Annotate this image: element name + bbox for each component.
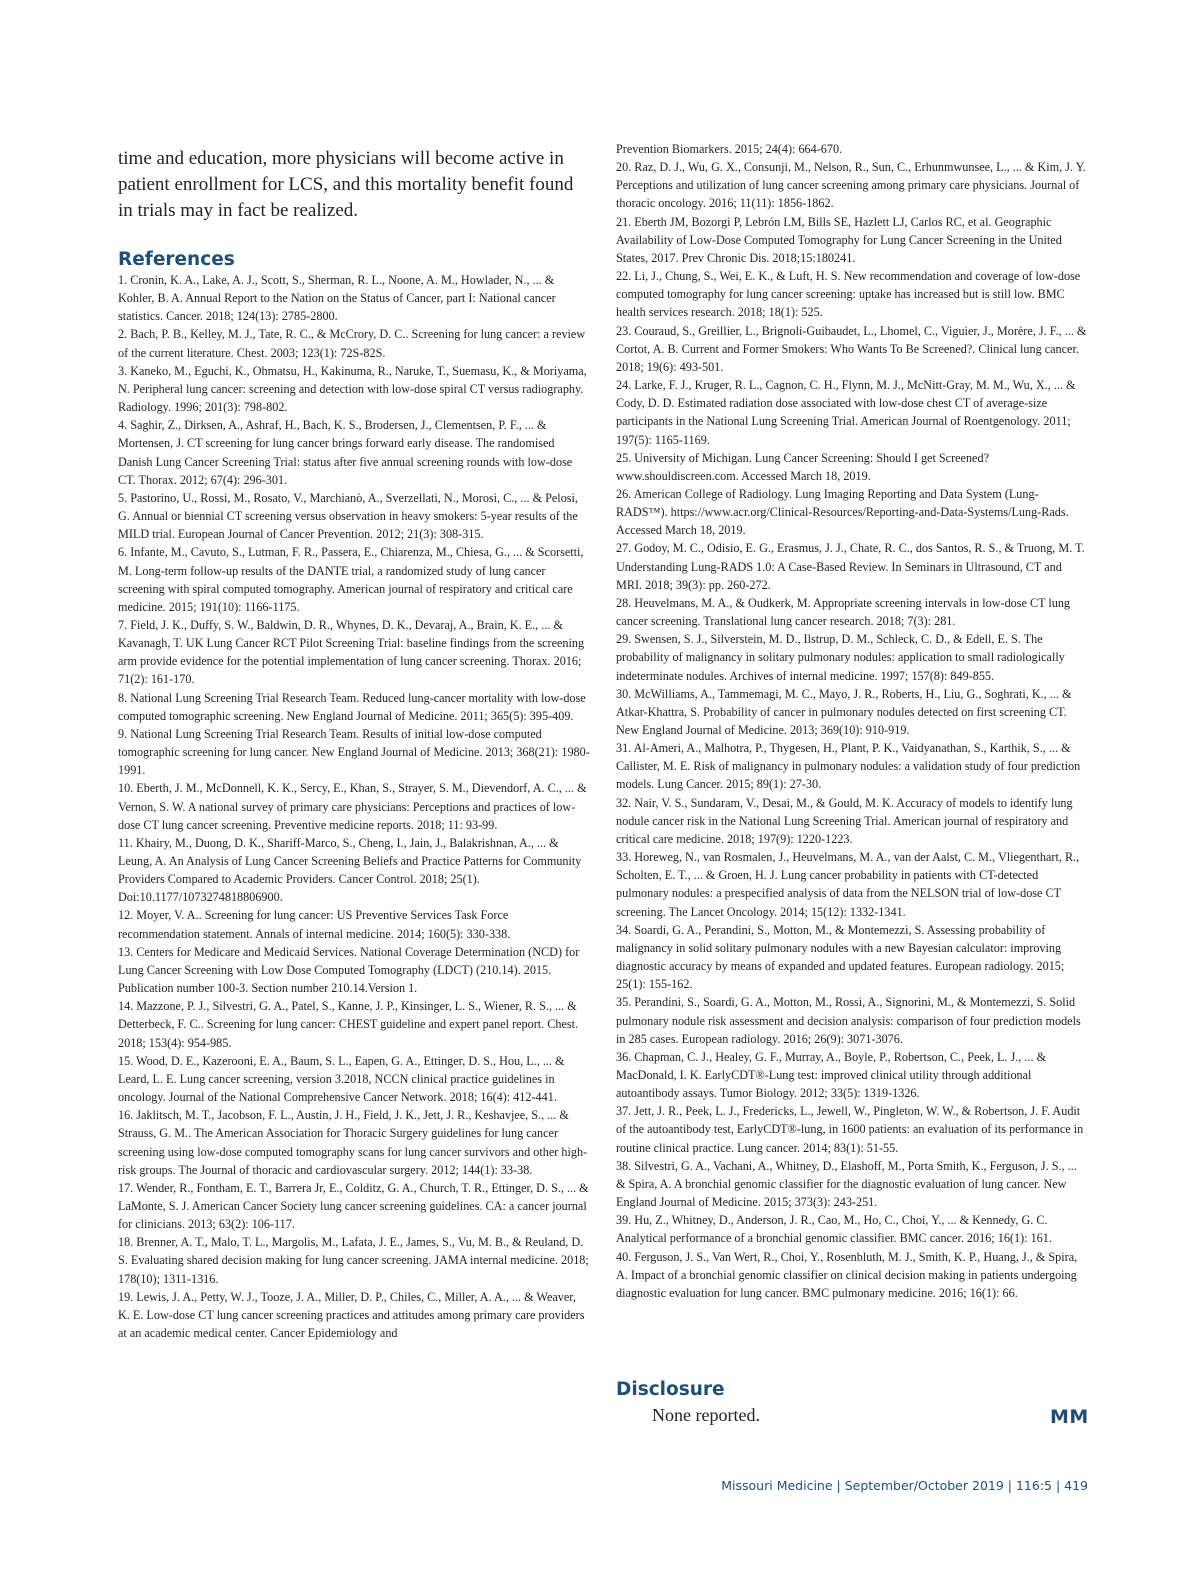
references-list-left <box>118 271 590 1342</box>
reference-item: 23. Couraud, S., Greillier, L., Brignoli-Guibaudet, L., Lhomel, C., Viguier, J., Morère, J. F., ... & Cortot, A. B. Current and Former Smokers: Who Wants To Be Screened?. Clinical lung cancer. 2018; 19(6): 493-501. <box>616 323 1087 374</box>
references-heading: References <box>118 249 235 270</box>
reference-item: 34. Soardi, G. A., Perandini, S., Motton, M., & Montemezzi, S. Assessing probability of malignancy in solid solitary pulmonary nodules with a new Bayesian calculator: improving diagnostic accuracy by means of expanded and updated features. European radiology. 2015; 25(1): 155-162. <box>616 922 1065 992</box>
reference-item: 27. Godoy, M. C., Odisio, E. G., Erasmus, J. J., Chate, R. C., dos Santos, R. S., & Truong, M. T. Understanding Lung-RADS 1.0: A Case-Based Review. In Seminars in Ultrasound, CT and MRI. 2018; 39(3): pp. 260-272. <box>616 541 1085 592</box>
reference-item: 33. Horeweg, N., van Rosmalen, J., Heuvelmans, M. A., van der Aalst, C. M., Vliegenthart, R., Scholten, E. T., ... & Groen, H. J. Lung cancer probability in patients with CT-detected pulmonary nodules: a prespecified analysis of data from the NELSON trial of low-dose CT screening. The Lancet Oncology. 2014; 15(12): 1332-1341. <box>616 850 1080 919</box>
reference-item: 10. Eberth, J. M., McDonnell, K. K., Sercy, E., Khan, S., Strayer, S. M., Dievendorf, A. C., ... & Vernon, S. W. A national survey of primary care physicians: Perceptions and practices of low-dose CT lung cancer screening. Preventive medicine reports. 2018; 11: 93-99. <box>118 781 587 832</box>
reference-item: 17. Wender, R., Fontham, E. T., Barrera Jr, E., Colditz, G. A., Church, T. R., Ettinger, D. S., ... & LaMonte, S. J. American Cancer Society lung cancer screening guidelines. CA: a cancer journal for clinicians. 2013; 63(2): 106-117. <box>118 1180 589 1232</box>
reference-item: 18. Brenner, A. T., Malo, T. L., Margolis, M., Lafata, J. E., James, S., Vu, M. B., & Reuland, D. S. Evaluating shared decision making for lung cancer screening. JAMA internal medicine. 2018; 178(10); 1311-1316. <box>118 1235 589 1286</box>
reference-item: 3. Kaneko, M., Eguchi, K., Ohmatsu, H., Kakinuma, R., Naruke, T., Suemasu, K., & Moriyama, N. Peripheral lung cancer: screening and detection with low-dose spiral CT versus radiography. Radiology. 1996; 201(3): 798-802. <box>118 363 587 415</box>
reference-item: 21. Eberth JM, Bozorgi P, Lebrón LM, Bills SE, Hazlett LJ, Carlos RC, et al. Geographic Availability of Low-Dose Computed Tomography for Lung Cancer Screening in the United States, 2017. Prev Chronic Dis. 2018;15:180241. <box>616 214 1062 265</box>
intro-paragraph: time and education, more physicians will become active in patient enrollment for LCS, and this mortality benefit found in trials may in fact be realized. <box>118 148 574 221</box>
reference-item: 5. Pastorino, U., Rossi, M., Rosato, V., Marchianò, A., Sverzellati, N., Morosi, C., ... & Pelosi, G. Annual or biennial CT screening versus observation in heavy smokers: 5-year results of the MILD trial. European Journal of Cancer Prevention. 2012; 21(3): 308-315. <box>118 490 578 542</box>
reference-item: 6. Infante, M., Cavuto, S., Lutman, F. R., Passera, E., Chiarenza, M., Chiesa, G., ... & Scorsetti, M. Long-term follow-up results of the DANTE trial, a randomized study of lung cancer screening with spiral computed tomography. American journal of respiratory and critical care medicine. 2015; 191(10): 1166-1175. <box>118 545 584 614</box>
reference-item: 9. National Lung Screening Trial Research Team. Results of initial low-dose computed tomographic screening for lung cancer. New England Journal of Medicine. 2013; 368(21): 1980-1991. <box>118 726 590 778</box>
reference-item: 22. Li, J., Chung, S., Wei, E. K., & Luft, H. S. New recommendation and coverage of low-dose computed tomography for lung cancer screening: uptake has increased but is still low. BMC health services research. 2018; 18(1): 525. <box>616 269 1081 320</box>
reference-item: 30. McWilliams, A., Tammemagi, M. C., Mayo, J. R., Roberts, H., Liu, G., Soghrati, K., ... & Atkar-Khattra, S. Probability of cancer in pulmonary nodules detected on first screening CT. New England Journal of Medicine. 2013; 369(10): 910-919. <box>616 686 1072 737</box>
reference-item: 25. University of Michigan. Lung Cancer Screening: Should I get Screened? www.shouldiscreen.com. Accessed March 18, 2019. <box>616 450 989 483</box>
reference-item: 32. Nair, V. S., Sundaram, V., Desai, M., & Gould, M. K. Accuracy of models to identify lung nodule cancer risk in the National Lung Screening Trial. American journal of respiratory and critical care medicine. 2018; 197(9): 1220-1223. <box>616 795 1073 846</box>
reference-item: 7. Field, J. K., Duffy, S. W., Baldwin, D. R., Whynes, D. K., Devaraj, A., Brain, K. E., ... & Kavanagh, T. UK Lung Cancer RCT Pilot Screening Trial: baseline findings from the screening arm provide evidence for the potential implementation of lung cancer screening. Thorax. 2016; 71(2): 161-170. <box>118 617 585 687</box>
reference-item: 20. Raz, D. J., Wu, G. X., Consunji, M., Nelson, R., Sun, C., Erhunmwunsee, L., ... & Kim, J. Y. Perceptions and utilization of lung cancer screening among primary care physicians. Journal of thoracic oncology. 2016; 11(11): 1856-1862. <box>616 160 1086 211</box>
reference-item: 8. National Lung Screening Trial Research Team. Reduced lung-cancer mortality with low-dose computed tomographic screening. New England Journal of Medicine. 2011; 365(5): 395-409. <box>118 690 586 723</box>
reference-item: 36. Chapman, C. J., Healey, G. F., Murray, A., Boyle, P., Robertson, C., Peek, L. J., ... & MacDonald, I. K. EarlyCDT®-Lung test: improved clinical utility through additional autoantibody assays. Tumor Biology. 2012; 33(5): 1319-1326. <box>616 1049 1047 1101</box>
reference-item: 11. Khairy, M., Duong, D. K., Shariff-Marco, S., Cheng, I., Jain, J., Balakrishnan, A., ... & Leung, A. An Analysis of Lung Cancer Screening Beliefs and Practice Patterns for Community Providers Compared to Academic Providers. Cancer Control. 2018; 25(1). Doi:10.1177/1073274818806900. <box>118 835 582 905</box>
reference-item: 15. Wood, D. E., Kazerooni, E. A., Baum, S. L., Eapen, G. A., Ettinger, D. S., Hou, L., ... & Leard, L. E. Lung cancer screening, version 3.2018, NCCN clinical practice guidelines in oncology. Journal of the National Comprehensive Cancer Network. 2018; 16(4): 412-441. <box>118 1053 565 1105</box>
page-footer: Missouri Medicine | September/October 2019 | 116:5 | 419 <box>721 1478 1088 1493</box>
reference-item: 38. Silvestri, G. A., Vachani, A., Whitney, D., Elashoff, M., Porta Smith, K., Ferguson, J. S., ... & Spira, A. A bronchial genomic classifier for the diagnostic evaluation of lung cancer. New England Journal of Medicine. 2015; 373(3): 243-251. <box>616 1158 1077 1210</box>
reference-item: 40. Ferguson, J. S., Van Wert, R., Choi, Y., Rosenbluth, M. J., Smith, K. P., Huang, J., & Spira, A. Impact of a bronchial genomic classifier on clinical decision making in patients undergoing diagnostic evaluation for lung cancer. BMC pulmonary medicine. 2016; 16(1): 66. <box>616 1249 1078 1300</box>
reference-item: 29. Swensen, S. J., Silverstein, M. D., Ilstrup, D. M., Schleck, C. D., & Edell, E. S. The probability of malignancy in solitary pulmonary nodules: application to small radiologically indeterminate nodules. Archives of internal medicine. 1997; 157(8): 849-855. <box>616 632 1065 683</box>
reference-item: 24. Larke, F. J., Kruger, R. L., Cagnon, C. H., Flynn, M. J., McNitt-Gray, M. M., Wu, X., ... & Cody, D. D. Estimated radiation dose associated with low-dose chest CT of average-size participants in the National Lung Screening Trial. American Journal of Roentgenology. 2011; 197(5): 1165-1169. <box>616 378 1076 447</box>
reference-item: 14. Mazzone, P. J., Silvestri, G. A., Patel, S., Kanne, J. P., Kinsinger, L. S., Wiener, R. S., ... & Detterbeck, F. C.. Screening for lung cancer: CHEST guideline and expert panel report. Chest. 2018; 153(4): 954-985. <box>118 999 579 1050</box>
disclosure-heading: Disclosure <box>616 1379 725 1400</box>
reference-item: 16. Jaklitsch, M. T., Jacobson, F. L., Austin, J. H., Field, J. K., Jett, J. R., Keshavjee, S., ... & Strauss, G. M.. The American Association for Thoracic Surgery guidelines for lung cancer screening using low-dose computed tomography scans for lung cancer survivors and other high-risk groups. The Journal of thoracic and cardiovascular surgery. 2012; 144(1): 33-38. <box>118 1108 588 1177</box>
disclosure-text: None reported. <box>652 1405 760 1425</box>
reference-item: 26. American College of Radiology. Lung Imaging Reporting and Data System (Lung-RADS™). https://www.acr.org/Clinical-Resources/Reporting-and-Data-Systems/Lung-Rads. Accessed March 18, 2019. <box>616 486 1069 538</box>
references-list-right <box>616 140 1088 1302</box>
reference-item: 1. Cronin, K. A., Lake, A. J., Scott, S., Sherman, R. L., Noone, A. M., Howlader, N., ... & Kohler, B. A. Annual Report to the Nation on the Status of Cancer, part I: National cancer statistics. Cancer. 2018; 124(13): 2785-2800. <box>118 273 556 324</box>
reference-item: 12. Moyer, V. A.. Screening for lung cancer: US Preventive Services Task Force recommendation statement. Annals of internal medicine. 2014; 160(5): 330-338. <box>118 908 511 941</box>
reference-item: 28. Heuvelmans, M. A., & Oudkerk, M. Appropriate screening intervals in low-dose CT lung cancer screening. Translational lung cancer research. 2018; 7(3): 281. <box>616 595 1071 629</box>
reference-item: 13. Centers for Medicare and Medicaid Services. National Coverage Determination (NCD) for Lung Cancer Screening with Low Dose Computed Tomography (LDCT) (210.14). 2015. Publication number 100-3. Section number 210.14.Version 1. <box>118 944 580 996</box>
reference-item: 37. Jett, J. R., Peek, L. J., Fredericks, L., Jewell, W., Pingleton, W. W., & Robertson, J. F. Audit of the autoantibody test, EarlyCDT®-lung, in 1600 patients: an evaluation of its performance in routine clinical practice. Lung cancer. 2014; 83(1): 51-55. <box>616 1104 1084 1155</box>
reference-item: 2. Bach, P. B., Kelley, M. J., Tate, R. C., & McCrory, D. C.. Screening for lung cancer: a review of the current literature. Chest. 2003; 123(1): 72S-82S. <box>118 327 586 360</box>
reference-item: 19. Lewis, J. A., Petty, W. J., Tooze, J. A., Miller, D. P., Chiles, C., Miller, A. A., ... & Weaver, K. E. Low-dose CT lung cancer screening practices and attitudes among primary care providers at an academic medical center. Cancer Epidemiology and <box>118 1289 585 1341</box>
reference-item: 39. Hu, Z., Whitney, D., Anderson, J. R., Cao, M., Ho, C., Choi, Y., ... & Kennedy, G. C. Analytical performance of a bronchial genomic classifier. BMC cancer. 2016; 16(1): 161. <box>616 1213 1052 1246</box>
reference-item: 31. Al-Ameri, A., Malhotra, P., Thygesen, H., Plant, P. K., Vaidyanathan, S., Karthik, S., ... & Callister, M. E. Risk of malignancy in pulmonary nodules: a validation study of four prediction models. Lung Cancer. 2015; 89(1): 27-30. <box>616 741 1081 792</box>
mm-logo: MM <box>1050 1406 1089 1428</box>
reference-item: Prevention Biomarkers. 2015; 24(4): 664-670. <box>616 142 843 156</box>
reference-item: 4. Saghir, Z., Dirksen, A., Ashraf, H., Bach, K. S., Brodersen, J., Clementsen, P. F., ... & Mortensen, J. CT screening for lung cancer brings forward early disease. The randomised Danish Lung Cancer Screening Trial: status after five annual screening rounds with low-dose CT. Thorax. 2012; 67(4): 296-301. <box>118 418 573 487</box>
reference-item: 35. Perandini, S., Soardi, G. A., Motton, M., Rossi, A., Signorini, M., & Montemezzi, S. Solid pulmonary nodule risk assessment and decision analysis: comparison of four prediction models in 285 cases. European radiology. 2016; 26(9): 3071-3076. <box>616 995 1081 1046</box>
